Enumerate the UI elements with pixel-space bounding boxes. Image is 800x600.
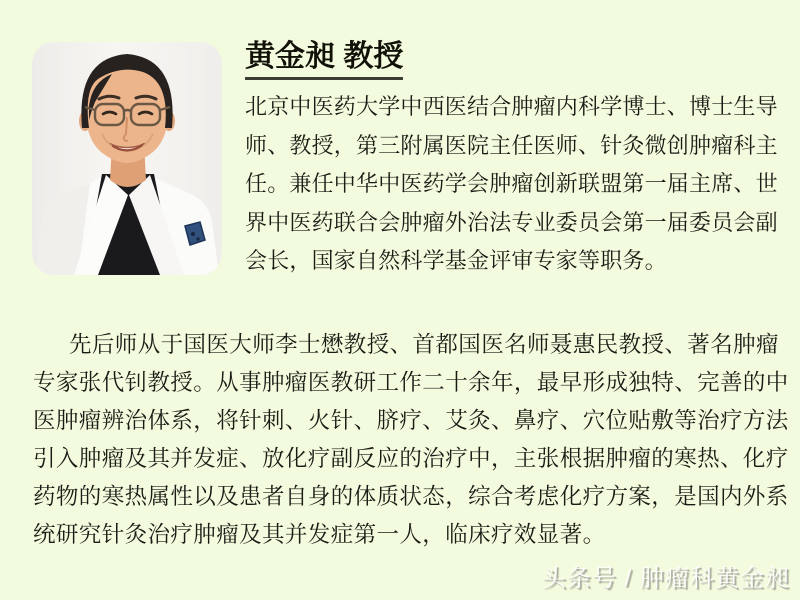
professor-name-title: 黄金昶 教授 — [245, 40, 403, 80]
intro-line: 北京中医药大学中西医结合肿瘤内科学博士、博士生导 — [245, 94, 778, 119]
bio-line: 药物的寒热属性以及患者自身的体质状态，综合考虑化疗方案，是国内外系 — [33, 484, 789, 509]
intro-line: 会长，国家自然科学基金评审专家等职务。 — [245, 248, 667, 273]
bio-line: 医肿瘤辨治体系，将针刺、火针、脐疗、艾灸、鼻疗、穴位贴敷等治疗方法 — [33, 408, 789, 433]
bio-line: 统研究针灸治疗肿瘤及其并发症第一人，临床疗效显著。 — [33, 522, 606, 547]
bio-line: 先后师从于国医大师李士懋教授、首都国医名师聂惠民教授、著名肿瘤 — [69, 332, 779, 357]
portrait-illustration — [32, 42, 222, 275]
professor-photo — [32, 42, 222, 275]
intro-line: 师、教授，第三附属医院主任医师、针灸微创肿瘤科主 — [245, 132, 778, 158]
intro-column — [245, 40, 790, 281]
toutiao-watermark: 头条号 / 肿瘤科黄金昶 — [541, 565, 790, 592]
intro-line: 任。兼任中华中医药学会肿瘤创新联盟第一届主席、世 — [245, 171, 778, 196]
professor-intro-paragraph — [245, 88, 790, 281]
intro-line: 界中医药联合会肿瘤外治法专业委员会第一届委员会副 — [245, 209, 778, 235]
biography-paragraph — [33, 326, 797, 554]
bio-line: 引入肿瘤及其并发症、放化疗副反应的治疗中，主张根据肿瘤的寒热、化疗 — [33, 446, 789, 471]
bio-line: 专家张代钊教授。从事肿瘤医教研工作二十余年，最早形成独特、完善的中 — [33, 370, 789, 395]
